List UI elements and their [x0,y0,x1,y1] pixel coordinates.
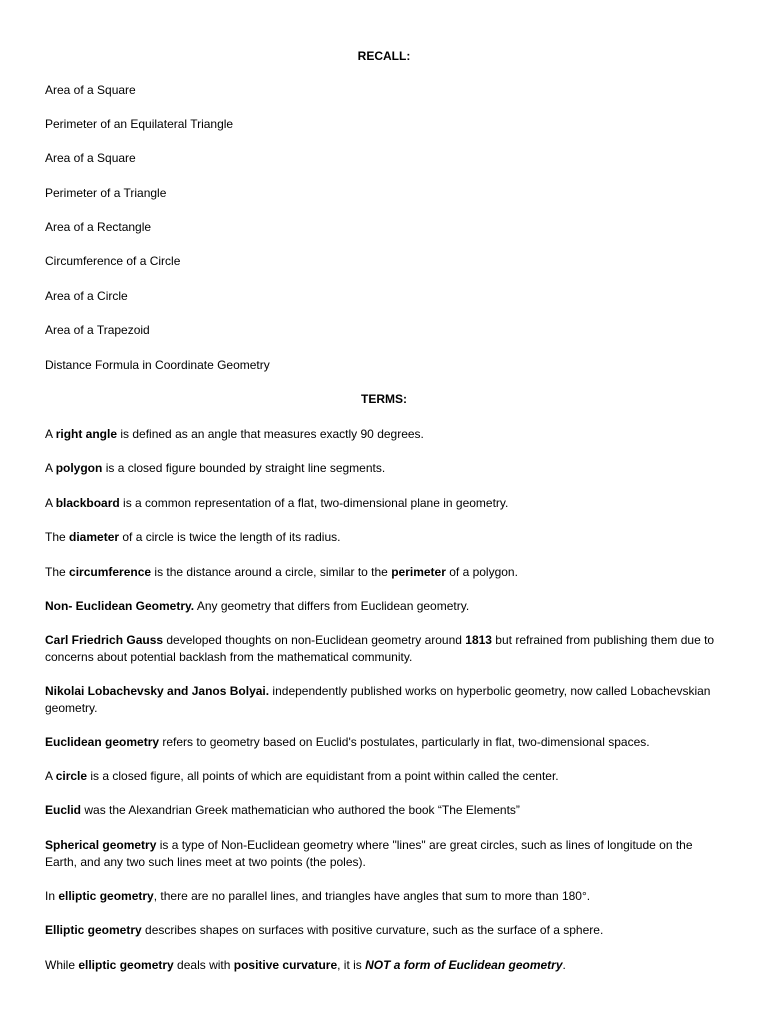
term-blackboard: A blackboard is a common representation of a flat, two-dimensional plane in geometry. [45,496,509,510]
recall-heading: RECALL: [357,49,411,63]
term-euclidean-geometry: Euclidean geometry refers to geometry based on Euclid's postulates, particularly in flat, two-dimensional spaces. [45,735,650,749]
term-keyword: positive curvature [233,958,338,972]
term-keyword: Elliptic geometry [45,923,142,937]
recall-item: Area of a Square [45,83,136,97]
recall-item: Perimeter of an Equilateral Triangle [45,117,234,131]
term-keyword: circle [55,769,88,783]
term-diameter: The diameter of a circle is twice the length of its radius. [45,530,341,544]
recall-item: Circumference of a Circle [45,254,181,268]
term-euclid: Euclid was the Alexandrian Greek mathematician who authored the book “The Elements” [45,803,520,817]
term-keyword: polygon [55,461,103,475]
recall-item: Area of a Circle [45,289,128,303]
term-keyword: Carl Friedrich Gauss [45,633,164,647]
term-keyword: Euclid [45,803,82,817]
term-keyword: circumference [69,565,152,579]
recall-item: Perimeter of a Triangle [45,186,167,200]
term-keyword: blackboard [55,496,120,510]
term-gauss: Carl Friedrich Gauss developed thoughts on non-Euclidean geometry around 1813 but refrained from publishing them due to concerns about potential backlash from the mathematical community. [45,633,715,664]
term-circle: A circle is a closed figure, all points of which are equidistant from a point within called the center. [45,769,559,783]
recall-item: Distance Formula in Coordinate Geometry [45,358,270,372]
term-keyword: Non- Euclidean Geometry. [45,599,195,613]
term-keyword: Nikolai Lobachevsky and Janos Bolyai. [45,684,270,698]
term-elliptic-parallel: In elliptic geometry, there are no parallel lines, and triangles have angles that sum to more than 180°. [45,889,591,903]
recall-item: Area of a Square [45,151,136,165]
term-keyword: elliptic geometry [78,958,174,972]
term-spherical-geometry: Spherical geometry is a type of Non-Euclidean geometry where "lines" are great circles, such as lines of longitude on the Earth, and any two such lines meet at two points (the poles). [45,838,693,869]
term-elliptic-curvature: Elliptic geometry describes shapes on surfaces with positive curvature, such as the surface of a sphere. [45,923,604,937]
emphasis-text: NOT a form of Euclidean geometry [365,958,563,972]
recall-item: Area of a Rectangle [45,220,152,234]
term-lobachevsky-bolyai: Nikolai Lobachevsky and Janos Bolyai. independently published works on hyperbolic geometry, now called Lobachevskian geometry. [45,684,711,715]
term-polygon: A polygon is a closed figure bounded by straight line segments. [45,461,386,475]
term-keyword: perimeter [391,565,446,579]
term-keyword: diameter [69,530,120,544]
term-keyword: Spherical geometry [45,838,157,852]
term-keyword: 1813 [465,633,492,647]
term-keyword: Euclidean geometry [45,735,160,749]
term-keyword: elliptic geometry [58,889,154,903]
terms-heading: TERMS: [361,392,407,406]
term-non-euclidean: Non- Euclidean Geometry. Any geometry that differs from Euclidean geometry. [45,599,470,613]
term-right-angle: A right angle is defined as an angle that measures exactly 90 degrees. [45,427,424,441]
term-circumference: The circumference is the distance around a circle, similar to the perimeter of a polygon. [45,565,518,579]
term-elliptic-not-euclidean: While elliptic geometry deals with positive curvature, it is NOT a form of Euclidean geometry. [45,958,566,972]
term-keyword: right angle [55,427,118,441]
recall-item: Area of a Trapezoid [45,323,150,337]
